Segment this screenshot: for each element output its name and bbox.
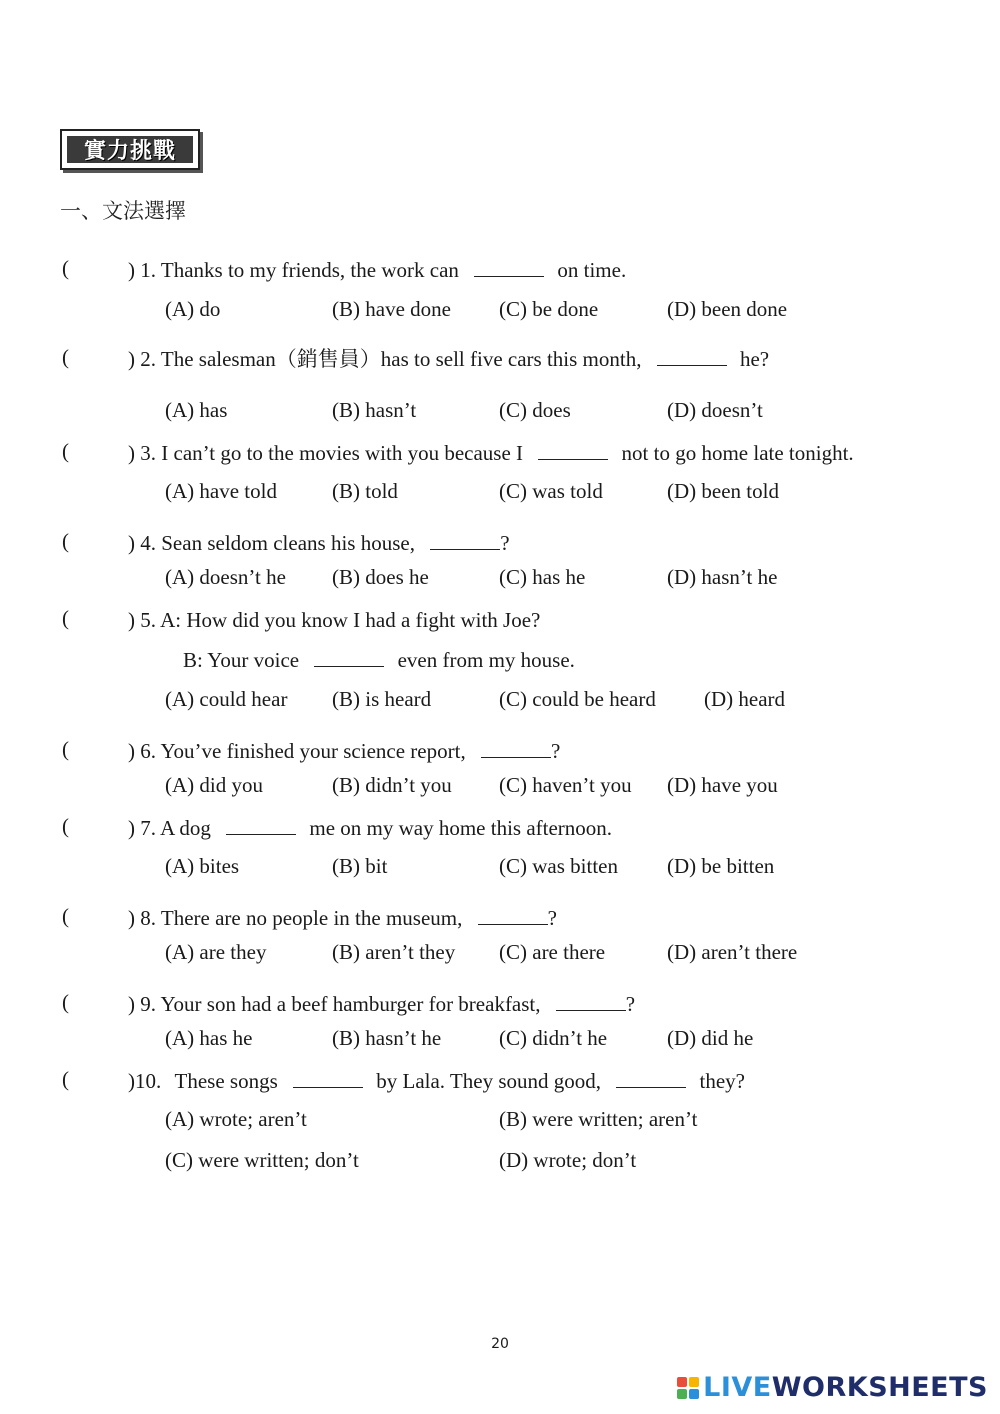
option[interactable]: (B) is heard bbox=[332, 687, 432, 711]
option[interactable]: (C) are there bbox=[499, 940, 606, 964]
option[interactable]: (B) didn’t you bbox=[332, 773, 452, 797]
logo-square bbox=[689, 1377, 699, 1387]
option[interactable]: (B) bit bbox=[332, 854, 388, 878]
option[interactable]: (D) been done bbox=[667, 297, 788, 321]
question-text: Your son had a beef hamburger for breakfast, bbox=[160, 992, 541, 1016]
question-number: 4. bbox=[140, 531, 156, 555]
option[interactable]: (B) aren’t they bbox=[332, 940, 456, 964]
question-4 bbox=[128, 529, 510, 557]
question-10 bbox=[128, 1067, 745, 1095]
option[interactable]: (D) have you bbox=[667, 773, 778, 797]
question-3 bbox=[128, 439, 854, 467]
question-text: not to go home late tonight. bbox=[621, 441, 854, 465]
option[interactable]: (A) have told bbox=[165, 479, 277, 503]
answer-blank[interactable] bbox=[314, 648, 384, 667]
answer-blank[interactable] bbox=[293, 1069, 363, 1088]
option[interactable]: (B) hasn’t bbox=[332, 398, 417, 422]
question-text: Thanks to my friends, the work can bbox=[160, 258, 459, 282]
option[interactable]: (C) haven’t you bbox=[499, 773, 632, 797]
option[interactable]: (B) have done bbox=[332, 297, 451, 321]
option[interactable]: (D) been told bbox=[667, 479, 779, 503]
option[interactable]: (C) has he bbox=[499, 565, 586, 589]
answer-paren-right: ) bbox=[128, 441, 135, 465]
option[interactable]: (B) hasn’t he bbox=[332, 1026, 442, 1050]
section-title: 一、文法選擇 bbox=[60, 199, 186, 223]
answer-blank[interactable] bbox=[657, 347, 727, 366]
option[interactable]: (B) does he bbox=[332, 565, 429, 589]
option[interactable]: (A) wrote; aren’t bbox=[165, 1107, 307, 1131]
question-text: These songs bbox=[174, 1069, 278, 1093]
question-5 bbox=[128, 606, 540, 634]
question-text: Sean seldom cleans his house, bbox=[161, 531, 415, 555]
question-number: 2. bbox=[140, 347, 156, 371]
question-text: A: How did you know I had a fight with Joe? bbox=[160, 608, 541, 632]
answer-blank[interactable] bbox=[538, 441, 608, 460]
option[interactable]: (A) bites bbox=[165, 854, 240, 878]
option[interactable]: (C) be done bbox=[499, 297, 599, 321]
question-9 bbox=[128, 990, 635, 1018]
question-text: There are no people in the museum, bbox=[160, 906, 463, 930]
option[interactable]: (A) do bbox=[165, 297, 221, 321]
option[interactable]: (C) were written; don’t bbox=[165, 1148, 359, 1172]
question-1 bbox=[128, 256, 626, 284]
question-text: ? bbox=[500, 531, 510, 555]
question-text: B: Your voice bbox=[183, 648, 300, 672]
answer-paren-left: ( bbox=[62, 1067, 69, 1091]
answer-blank[interactable] bbox=[616, 1069, 686, 1088]
liveworksheets-icon bbox=[677, 1377, 699, 1399]
question-number: 7. bbox=[140, 816, 156, 840]
question-number: 9. bbox=[140, 992, 156, 1016]
brand-text-rest: WORKSHEETS bbox=[771, 1372, 988, 1403]
option[interactable]: (D) did he bbox=[667, 1026, 754, 1050]
answer-paren-right: ) bbox=[128, 531, 135, 555]
page-number: 20 bbox=[491, 1336, 509, 1352]
question-number: 6. bbox=[140, 739, 156, 763]
answer-paren-left: ( bbox=[62, 256, 69, 280]
option[interactable]: (C) could be heard bbox=[499, 687, 656, 711]
question-text: he? bbox=[739, 347, 770, 371]
option[interactable]: (A) doesn’t he bbox=[165, 565, 286, 589]
option[interactable]: (D) be bitten bbox=[667, 854, 775, 878]
question-text: I can’t go to the movies with you because I bbox=[161, 441, 524, 465]
option[interactable]: (B) were written; aren’t bbox=[499, 1107, 698, 1131]
answer-paren-right: ) bbox=[128, 992, 135, 1016]
brand-logo bbox=[677, 1372, 988, 1403]
question-8 bbox=[128, 904, 557, 932]
option[interactable]: (D) doesn’t bbox=[667, 398, 763, 422]
answer-blank[interactable] bbox=[481, 739, 551, 758]
answer-blank[interactable] bbox=[474, 258, 544, 277]
answer-paren-left: ( bbox=[62, 439, 69, 463]
question-number: 8. bbox=[140, 906, 156, 930]
badge-text: 實力挑戰 bbox=[67, 136, 193, 163]
option[interactable]: (A) are they bbox=[165, 940, 267, 964]
option[interactable]: (D) hasn’t he bbox=[667, 565, 778, 589]
question-text: on time. bbox=[557, 258, 627, 282]
answer-paren-right: ) bbox=[128, 258, 135, 282]
question-text: me on my way home this afternoon. bbox=[309, 816, 613, 840]
question-7 bbox=[128, 814, 612, 842]
option[interactable]: (A) has bbox=[165, 398, 228, 422]
question-number: 1. bbox=[140, 258, 156, 282]
answer-blank[interactable] bbox=[556, 992, 626, 1011]
answer-paren-left: ( bbox=[62, 345, 69, 369]
option[interactable]: (B) told bbox=[332, 479, 398, 503]
answer-paren-left: ( bbox=[62, 814, 69, 838]
answer-paren-right: ) bbox=[128, 739, 135, 763]
answer-paren-left: ( bbox=[62, 737, 69, 761]
logo-square bbox=[689, 1389, 699, 1399]
question-2 bbox=[128, 345, 769, 373]
question-text: by Lala. They sound good, bbox=[376, 1069, 601, 1093]
answer-paren-left: ( bbox=[62, 904, 69, 928]
question-5-line-b bbox=[183, 646, 575, 674]
answer-paren-right: ) bbox=[128, 347, 135, 371]
brand-text: LIVEWORKSHEETS bbox=[703, 1372, 988, 1403]
option[interactable]: (C) was told bbox=[499, 479, 603, 503]
logo-square bbox=[677, 1377, 687, 1387]
answer-blank[interactable] bbox=[430, 531, 500, 550]
question-text: A dog bbox=[160, 816, 211, 840]
option[interactable]: (C) does bbox=[499, 398, 571, 422]
option[interactable]: (A) has he bbox=[165, 1026, 253, 1050]
option[interactable]: (A) did you bbox=[165, 773, 263, 797]
option[interactable]: (D) heard bbox=[704, 687, 786, 711]
question-text: You’ve finished your science report, bbox=[160, 739, 466, 763]
option[interactable]: (C) was bitten bbox=[499, 854, 618, 878]
section-badge bbox=[60, 129, 200, 170]
answer-paren-right: ) bbox=[128, 816, 135, 840]
answer-paren-left: ( bbox=[62, 990, 69, 1014]
option[interactable]: (D) aren’t there bbox=[667, 940, 798, 964]
question-text: ? bbox=[547, 906, 557, 930]
question-text: The salesman（銷售員）has to sell five cars this month, bbox=[160, 347, 642, 371]
answer-paren-left: ( bbox=[62, 529, 69, 553]
question-number: 5. bbox=[140, 608, 156, 632]
question-text: they? bbox=[699, 1069, 745, 1093]
option[interactable]: (D) wrote; don’t bbox=[499, 1148, 637, 1172]
question-text: ? bbox=[550, 739, 561, 763]
logo-square bbox=[677, 1389, 687, 1399]
option[interactable]: (C) didn’t he bbox=[499, 1026, 608, 1050]
option[interactable]: (A) could hear bbox=[165, 687, 288, 711]
question-text: ? bbox=[625, 992, 636, 1016]
answer-paren-left: ( bbox=[62, 606, 69, 630]
answer-paren-right: ) bbox=[128, 608, 135, 632]
answer-paren-right: ) bbox=[128, 906, 135, 930]
question-text: even from my house. bbox=[397, 648, 575, 672]
question-6 bbox=[128, 737, 560, 765]
answer-blank[interactable] bbox=[478, 906, 548, 925]
answer-paren-right: )10. bbox=[128, 1069, 162, 1093]
answer-blank[interactable] bbox=[226, 816, 296, 835]
question-number: 3. bbox=[140, 441, 156, 465]
